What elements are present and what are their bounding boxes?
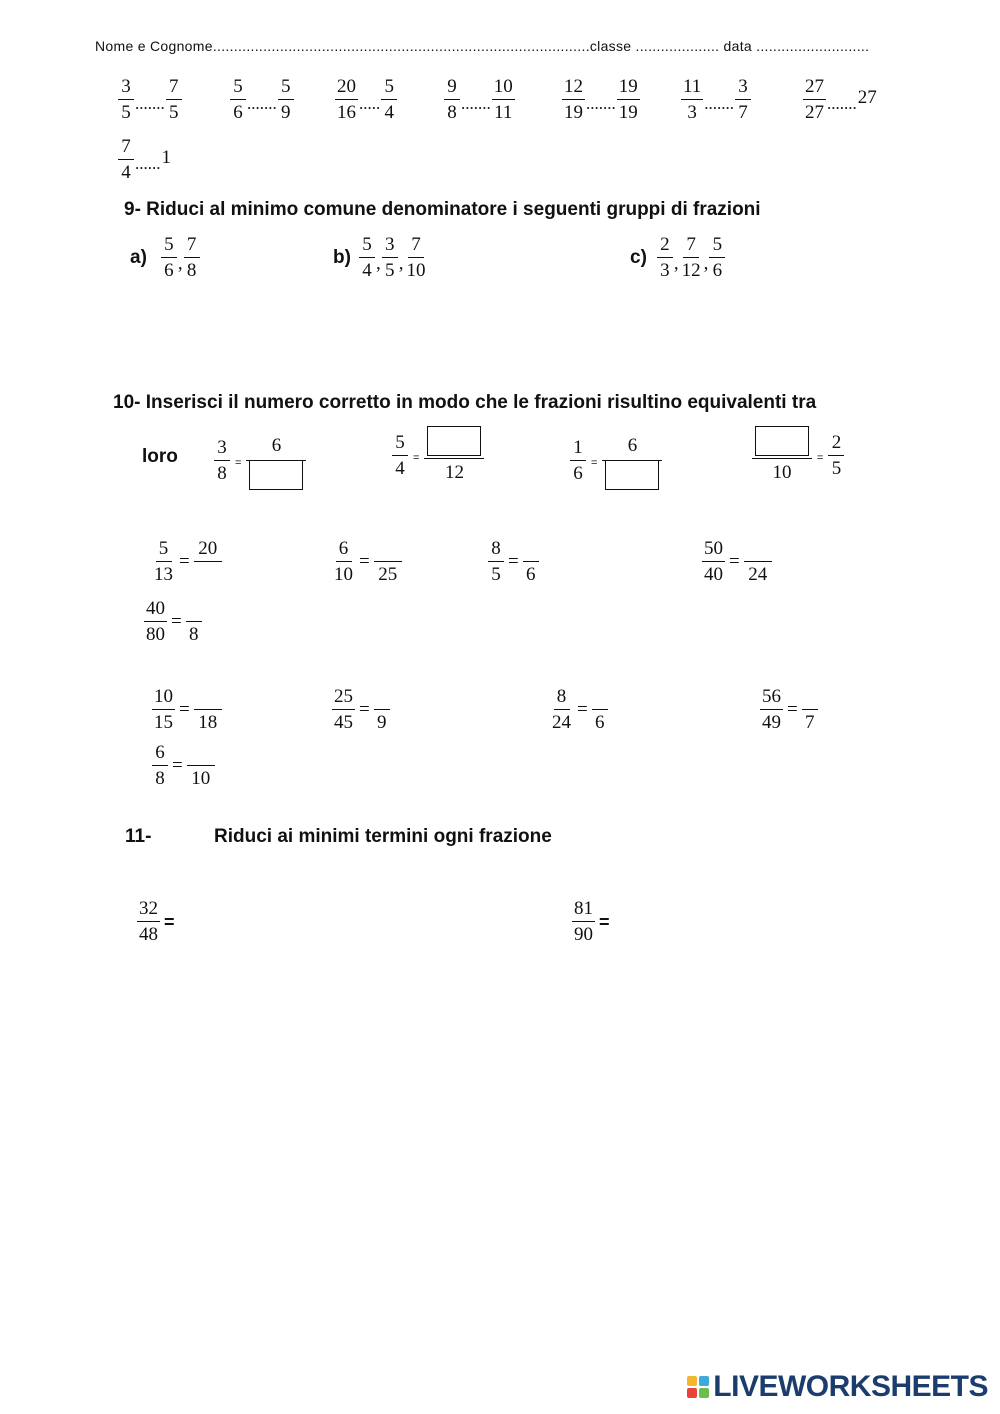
answer-fraction[interactable]: 20: [194, 538, 222, 586]
fraction: $\frac{3}{8}$: [214, 437, 230, 485]
box-equation-3: $\frac{1}{6}$ = 6: [570, 432, 662, 489]
fraction: $\frac{7}{4}$: [118, 136, 134, 184]
answer-box[interactable]: [755, 426, 809, 456]
fraction: $\frac{5}{9}$: [278, 76, 294, 124]
compare-item-8: [118, 136, 171, 184]
fraction: $\frac{10}{11}$: [493, 76, 513, 123]
fraction: $\frac{32}{48}$: [139, 898, 158, 945]
fraction: $\frac{2}{5}$: [828, 432, 844, 480]
fraction: $\frac{8}{5}$: [488, 538, 504, 586]
compare-blank[interactable]: .......: [461, 94, 491, 113]
answer-area[interactable]: [175, 910, 295, 934]
fraction: $\frac{10}{15}$: [154, 686, 173, 733]
fraction: $\frac{2}{3}$: [657, 234, 673, 282]
fraction: $\frac{50}{40}$: [704, 538, 723, 585]
fraction: $\frac{7}{5}$: [166, 76, 182, 124]
student-info-line: Nome e Cognome..........................................................................................classe .................... data ...........................: [95, 38, 870, 54]
compare-blank[interactable]: .......: [827, 94, 857, 113]
compare-blank[interactable]: .......: [586, 94, 616, 113]
logo-square: [699, 1376, 709, 1386]
ex9-label-b: b): [333, 247, 351, 268]
answer-fraction[interactable]: 8: [186, 598, 202, 646]
fraction: $\frac{6}{8}$: [152, 742, 168, 790]
exercise-9-title: 9- Riduci al minimo comune denominatore i seguenti gruppi di frazioni: [124, 199, 761, 220]
fraction: $\frac{56}{49}$: [762, 686, 781, 733]
compare-item-1: [118, 76, 182, 124]
compare-item-2: [230, 76, 294, 124]
fraction: $\frac{7}{8}$: [184, 234, 200, 282]
ex9-label-c: c): [630, 247, 647, 268]
equation-9: $\frac{56}{49}$ = 7: [760, 686, 818, 734]
logo-text: LIVEWORKSHEETS: [713, 1370, 988, 1403]
ex9-group-b: b) $\frac{5}{4}$ , $\frac{3}{5}$ , $\frac{7}{10}$: [333, 234, 426, 281]
fraction: $\frac{11}{3}$: [683, 76, 702, 123]
fraction: $\frac{5}{6}$: [230, 76, 246, 124]
compare-blank[interactable]: .....: [359, 94, 381, 113]
ex9-group-c: c) $\frac{2}{3}$ , $\frac{7}{12}$ , $\frac{5}{6}$: [630, 234, 725, 282]
ex9-group-a: a) $\frac{5}{6}$ , $\frac{7}{8}$: [130, 234, 200, 282]
fraction: $\frac{6}{10}$: [334, 538, 353, 585]
fraction: $\frac{7}{12}$: [681, 234, 701, 281]
fraction: $\frac{5}{4}$: [359, 234, 375, 282]
equation-8: $\frac{8}{24}$ = 6: [550, 686, 608, 734]
compare-item-3: [335, 76, 397, 124]
box-fraction: 6: [602, 432, 662, 489]
exercise-10-title: 10- Inserisci il numero corretto in modo che le frazioni risultino equivalenti tra: [113, 392, 817, 413]
answer-fraction[interactable]: 10: [187, 742, 215, 790]
equation-4: $\frac{50}{40}$ = 24: [702, 538, 772, 586]
logo-square: [687, 1376, 697, 1386]
answer-fraction[interactable]: 7: [802, 686, 818, 734]
compare-blank[interactable]: .......: [135, 94, 165, 113]
compare-item-4: [444, 76, 515, 124]
exercise-11-title: Riduci ai minimi termini ogni frazione: [214, 826, 552, 847]
fraction: $\frac{12}{19}$: [564, 76, 583, 123]
answer-fraction[interactable]: 18: [194, 686, 222, 734]
answer-fraction[interactable]: 9: [374, 686, 390, 734]
fraction: $\frac{81}{90}$: [574, 898, 593, 945]
fraction: $\frac{8}{24}$: [552, 686, 571, 733]
fraction: $\frac{3}{7}$: [735, 76, 751, 124]
fraction: $\frac{5}{13}$: [154, 538, 173, 585]
ex9-label-a: a): [130, 247, 147, 268]
fraction: $\frac{7}{10}$: [406, 234, 426, 281]
compare-item-5: [562, 76, 640, 124]
box-equation-1: $\frac{3}{8}$ = 6: [214, 432, 306, 489]
box-fraction: 6: [246, 432, 306, 489]
fraction: $\frac{5}{6}$: [161, 234, 177, 282]
fraction: $\frac{19}{19}$: [618, 76, 638, 123]
liveworksheets-logo: [687, 1370, 988, 1404]
equation-3: $\frac{8}{5}$ = 6: [488, 538, 539, 586]
fraction: $\frac{3}{5}$: [382, 234, 398, 282]
equation-7: $\frac{25}{45}$ = 9: [332, 686, 390, 734]
exercise-11-number: 11-: [125, 826, 152, 847]
logo-square: [687, 1388, 697, 1398]
exercise-10-title-continued: loro: [142, 446, 178, 467]
equation-2: $\frac{6}{10}$ = 25: [332, 538, 402, 586]
equation-10: $\frac{6}{8}$ = 10: [152, 742, 215, 790]
whole-number: 1: [161, 147, 171, 168]
answer-box[interactable]: [605, 460, 659, 490]
fraction: $\frac{1}{6}$: [570, 437, 586, 485]
fraction: $\frac{5}{4}$: [392, 432, 408, 480]
fraction: $\frac{25}{45}$: [334, 686, 353, 733]
compare-item-6: [681, 76, 751, 124]
reduce-item-2: $\frac{81}{90}$ =: [572, 898, 730, 946]
answer-box[interactable]: [427, 426, 481, 456]
box-fraction: 12: [424, 424, 484, 487]
fraction: $\frac{3}{5}$: [118, 76, 134, 124]
equation-1: $\frac{5}{13}$ = 20: [152, 538, 222, 586]
whole-number: 27: [857, 87, 877, 108]
answer-fraction[interactable]: 24: [744, 538, 772, 586]
fraction: $\frac{5}{4}$: [381, 76, 397, 124]
fraction: $\frac{20}{16}$: [337, 76, 356, 123]
answer-fraction[interactable]: 25: [374, 538, 402, 586]
answer-box[interactable]: [249, 460, 303, 490]
fraction: $\frac{5}{6}$: [709, 234, 725, 282]
equation-5: $\frac{40}{80}$ = 8: [144, 598, 202, 646]
compare-blank[interactable]: .......: [247, 94, 277, 113]
box-equation-2: $\frac{5}{4}$ = 12: [392, 424, 484, 487]
fraction: $\frac{40}{80}$: [146, 598, 165, 645]
compare-blank[interactable]: .......: [704, 94, 735, 113]
compare-blank[interactable]: ......: [135, 154, 161, 173]
reduce-item-1: $\frac{32}{48}$ =: [137, 898, 295, 946]
box-fraction: 10: [752, 424, 812, 487]
answer-area[interactable]: [610, 910, 730, 934]
compare-item-7: [803, 76, 877, 124]
equation-6: $\frac{10}{15}$ = 18: [152, 686, 222, 734]
logo-square: [699, 1388, 709, 1398]
logo-mark-icon: [687, 1376, 709, 1398]
fraction: $\frac{27}{27}$: [805, 76, 824, 123]
fraction: $\frac{9}{8}$: [444, 76, 460, 124]
answer-fraction[interactable]: 6: [592, 686, 608, 734]
box-equation-4: 10 = $\frac{2}{5}$: [752, 424, 844, 487]
answer-fraction[interactable]: 6: [523, 538, 539, 586]
